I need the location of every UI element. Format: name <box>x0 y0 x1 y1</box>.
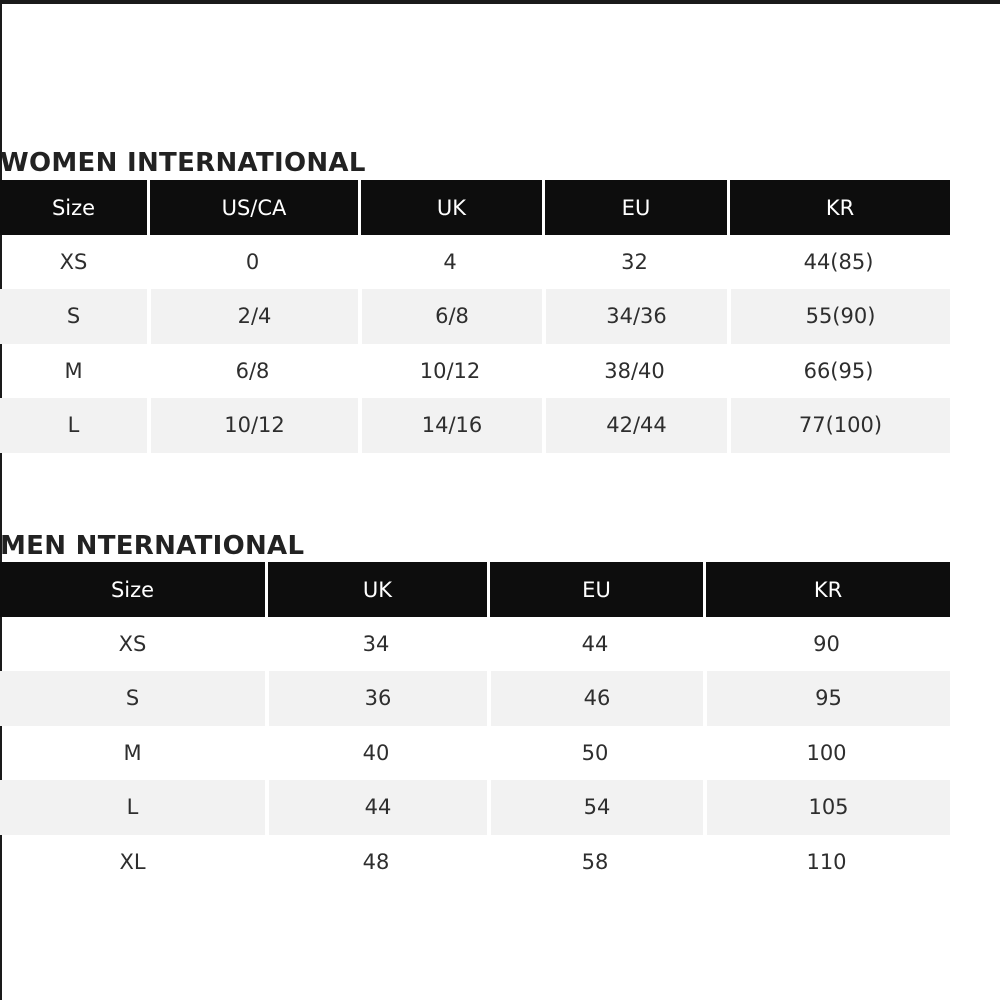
table-row <box>0 835 950 890</box>
table-cell: 90 <box>813 631 840 656</box>
table-row <box>0 344 950 399</box>
table-cell: 10/12 <box>419 358 481 383</box>
table-cell: 10/12 <box>147 398 358 453</box>
table-header-row <box>0 180 950 235</box>
table-cell: 34/36 <box>542 289 727 344</box>
men-section-title: MEN NTERNATIONAL <box>0 531 305 561</box>
table-cell: M <box>123 740 142 765</box>
table-cell: 2/4 <box>147 289 358 344</box>
table-row <box>0 617 950 672</box>
table-cell: L <box>0 780 265 835</box>
table-row <box>0 235 950 290</box>
table-row <box>0 726 950 781</box>
table-cell: 46 <box>487 671 703 726</box>
table-cell: 4 <box>443 249 457 274</box>
men-size-table <box>0 562 950 889</box>
table-row <box>0 398 950 453</box>
women-section-title: WOMEN INTERNATIONAL <box>0 148 366 178</box>
table-cell: 110 <box>806 849 847 874</box>
table-cell: 44 <box>265 780 487 835</box>
table-cell: XL <box>119 849 146 874</box>
table-cell: 95 <box>703 671 950 726</box>
table-cell: 14/16 <box>358 398 542 453</box>
table-cell: S <box>0 289 147 344</box>
table-cell: 36 <box>265 671 487 726</box>
table-cell: 38/40 <box>604 358 665 383</box>
table-cell: 6/8 <box>358 289 542 344</box>
table-cell: 48 <box>362 849 390 874</box>
table-cell: XS <box>118 631 147 656</box>
table-cell: 58 <box>581 849 609 874</box>
table-cell: 54 <box>487 780 703 835</box>
table-cell: 44(85) <box>803 249 874 274</box>
table-cell: 105 <box>703 780 950 835</box>
table-cell: L <box>0 398 147 453</box>
top-border <box>0 0 1000 4</box>
table-cell: 50 <box>581 740 609 765</box>
column-header: Size <box>0 180 147 235</box>
table-header-row <box>0 562 950 617</box>
column-header: UK <box>358 180 542 235</box>
column-header: Size <box>0 562 265 617</box>
table-cell: S <box>0 671 265 726</box>
table-cell: 44 <box>581 631 609 656</box>
table-row <box>0 671 950 726</box>
table-cell: 100 <box>806 740 847 765</box>
table-cell: M <box>64 358 83 383</box>
table-cell: 40 <box>362 740 390 765</box>
table-cell: 66(95) <box>803 358 874 383</box>
column-header: EU <box>487 562 703 617</box>
table-cell: 55(90) <box>727 289 950 344</box>
table-row <box>0 289 950 344</box>
column-header: KR <box>703 562 950 617</box>
table-cell: 42/44 <box>542 398 727 453</box>
table-cell: 0 <box>245 249 260 274</box>
table-cell: 77(100) <box>727 398 950 453</box>
women-size-table <box>0 180 950 453</box>
column-header: KR <box>727 180 950 235</box>
table-cell: 34 <box>362 631 390 656</box>
table-row <box>0 780 950 835</box>
table-cell: 6/8 <box>235 358 270 383</box>
column-header: EU <box>542 180 727 235</box>
column-header: UK <box>265 562 487 617</box>
column-header: US/CA <box>147 180 358 235</box>
table-cell: 32 <box>621 249 648 274</box>
table-cell: XS <box>59 249 88 274</box>
